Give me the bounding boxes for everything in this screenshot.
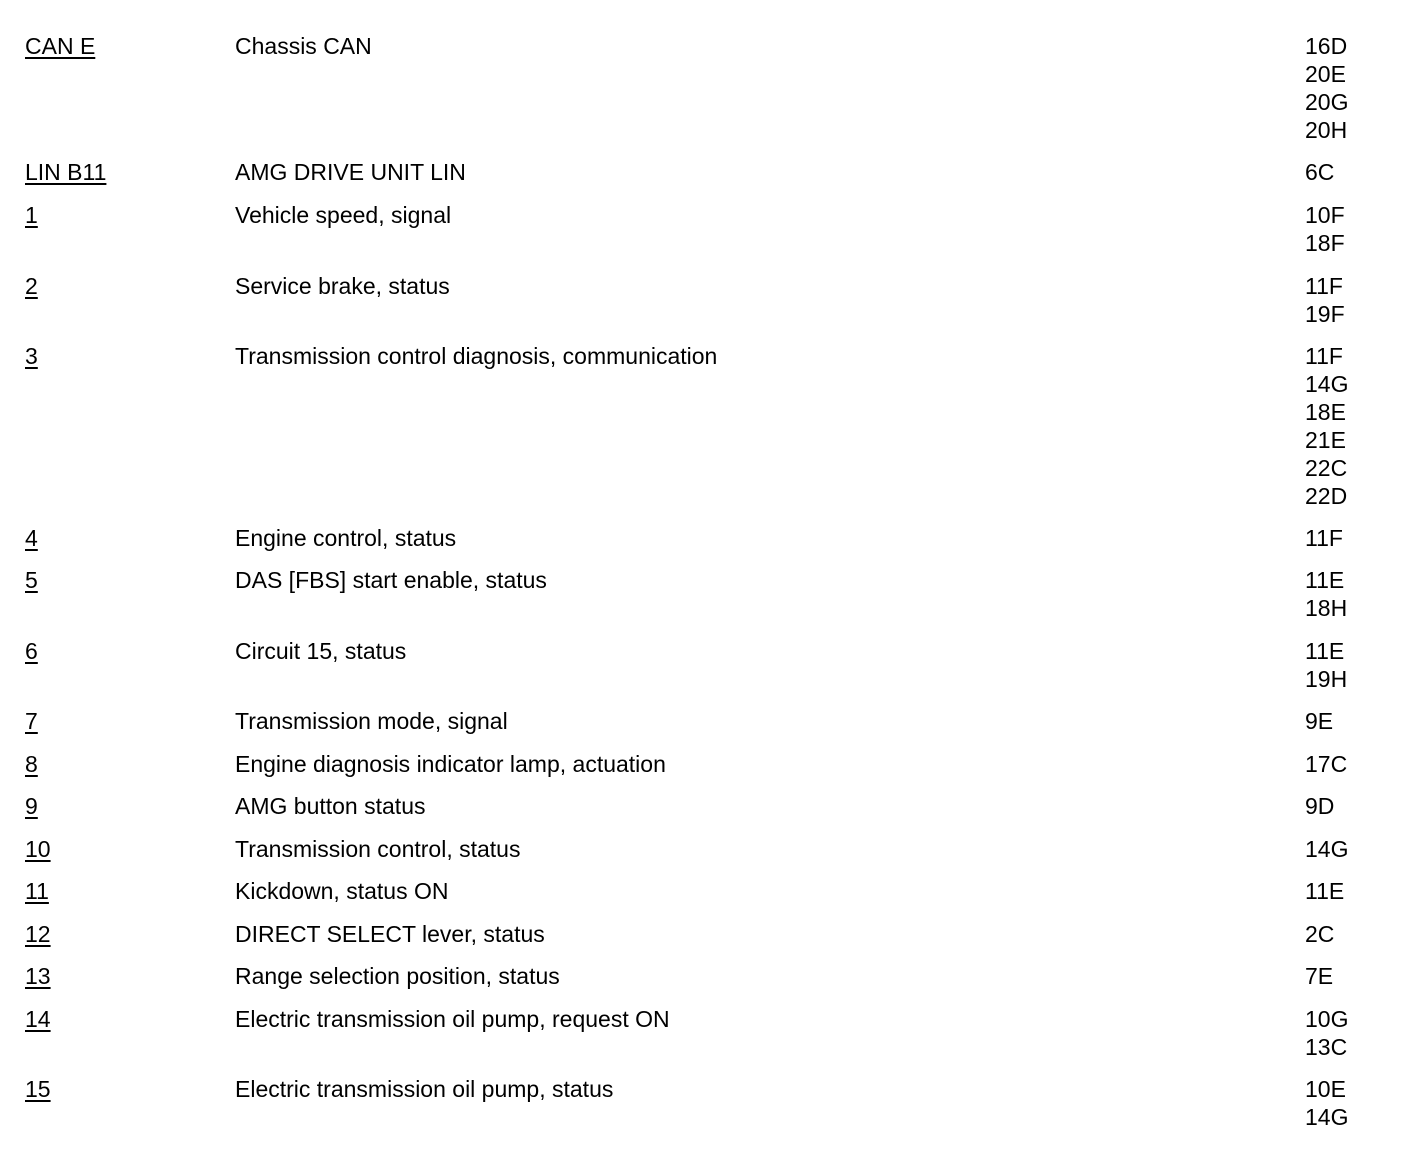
entry-refs [1305,32,1348,144]
grid-reference: 11E [1305,638,1345,664]
grid-reference: 11F [1305,525,1343,551]
entry-code: 14 [25,1006,51,1032]
entry-code: 8 [25,751,38,777]
entry-refs [1305,877,1344,905]
entry-code: 6 [25,638,38,664]
entry-description: Transmission control, status [235,836,521,862]
entry-description: DAS [FBS] start enable, status [235,567,547,593]
grid-reference: 16D [1305,33,1348,59]
entry-code: 11 [25,878,49,904]
entry-code: 3 [25,343,38,369]
entry-refs [1305,158,1334,186]
grid-reference: 18H [1305,595,1348,621]
entry-refs [1305,566,1347,622]
entry-description: DIRECT SELECT lever, status [235,921,545,947]
entry-code: 4 [25,525,38,551]
entry-refs [1305,792,1334,820]
grid-reference: 22C [1305,455,1348,481]
entry-code: 5 [25,567,38,593]
entry-refs [1305,707,1333,735]
entry-refs [1305,962,1333,990]
grid-reference: 14G [1305,371,1349,397]
grid-reference: 11F [1305,343,1343,369]
entry-description: Kickdown, status ON [235,878,449,904]
entry-description: Electric transmission oil pump, status [235,1076,614,1102]
grid-reference: 13C [1305,1034,1348,1060]
entry-refs [1305,750,1347,778]
grid-reference: 11E [1305,878,1345,904]
entry-refs [1305,637,1347,693]
grid-reference: 20H [1305,117,1348,143]
grid-reference: 10F [1305,202,1345,228]
grid-reference: 19F [1305,301,1345,327]
grid-reference: 11E [1305,567,1345,593]
grid-reference: 17C [1305,751,1348,777]
entry-description: AMG button status [235,793,426,819]
grid-reference: 14G [1305,1104,1349,1130]
entry-code: 9 [25,793,38,819]
entry-code: 1 [25,202,38,228]
grid-reference: 18F [1305,230,1345,256]
entry-code: CAN E [25,33,96,59]
grid-reference: 18E [1305,399,1346,425]
grid-reference: 9D [1305,793,1335,819]
entry-code: 12 [25,921,51,947]
grid-reference: 21E [1305,427,1346,453]
entry-description: Chassis CAN [235,33,372,59]
entry-description: Transmission mode, signal [235,708,508,734]
entry-description: Engine diagnosis indicator lamp, actuation [235,751,666,777]
entry-code: 10 [25,836,51,862]
entry-description: Engine control, status [235,525,457,551]
entry-description: AMG DRIVE UNIT LIN [235,159,466,185]
grid-reference: 9E [1305,708,1334,734]
entry-code: 2 [25,273,38,299]
grid-reference: 19H [1305,666,1348,692]
grid-reference: 6C [1305,159,1335,185]
grid-reference: 2C [1305,921,1335,947]
grid-reference: 10G [1305,1006,1349,1032]
entry-refs [1305,342,1348,510]
entry-description: Service brake, status [235,273,450,299]
entry-code: LIN B11 [25,159,107,185]
entry-description: Range selection position, status [235,963,560,989]
grid-reference: 10E [1305,1076,1346,1102]
grid-reference: 22D [1305,483,1348,509]
entry-code: 13 [25,963,51,989]
grid-reference: 20G [1305,89,1349,115]
entry-refs [1305,272,1345,328]
entry-refs [1305,835,1348,863]
grid-reference: 20E [1305,61,1346,87]
entry-description: Electric transmission oil pump, request ON [235,1006,670,1032]
entry-description: Vehicle speed, signal [235,202,452,228]
entry-refs [1305,1075,1348,1131]
entry-code: 15 [25,1076,51,1102]
entry-refs [1305,920,1334,948]
entry-refs [1305,201,1345,257]
grid-reference: 14G [1305,836,1349,862]
entry-refs [1305,1005,1348,1061]
entry-refs [1305,524,1343,552]
grid-reference: 11F [1305,273,1343,299]
entry-code: 7 [25,708,38,734]
entry-description: Circuit 15, status [235,638,407,664]
grid-reference: 7E [1305,963,1334,989]
entry-description: Transmission control diagnosis, communication [235,343,718,369]
